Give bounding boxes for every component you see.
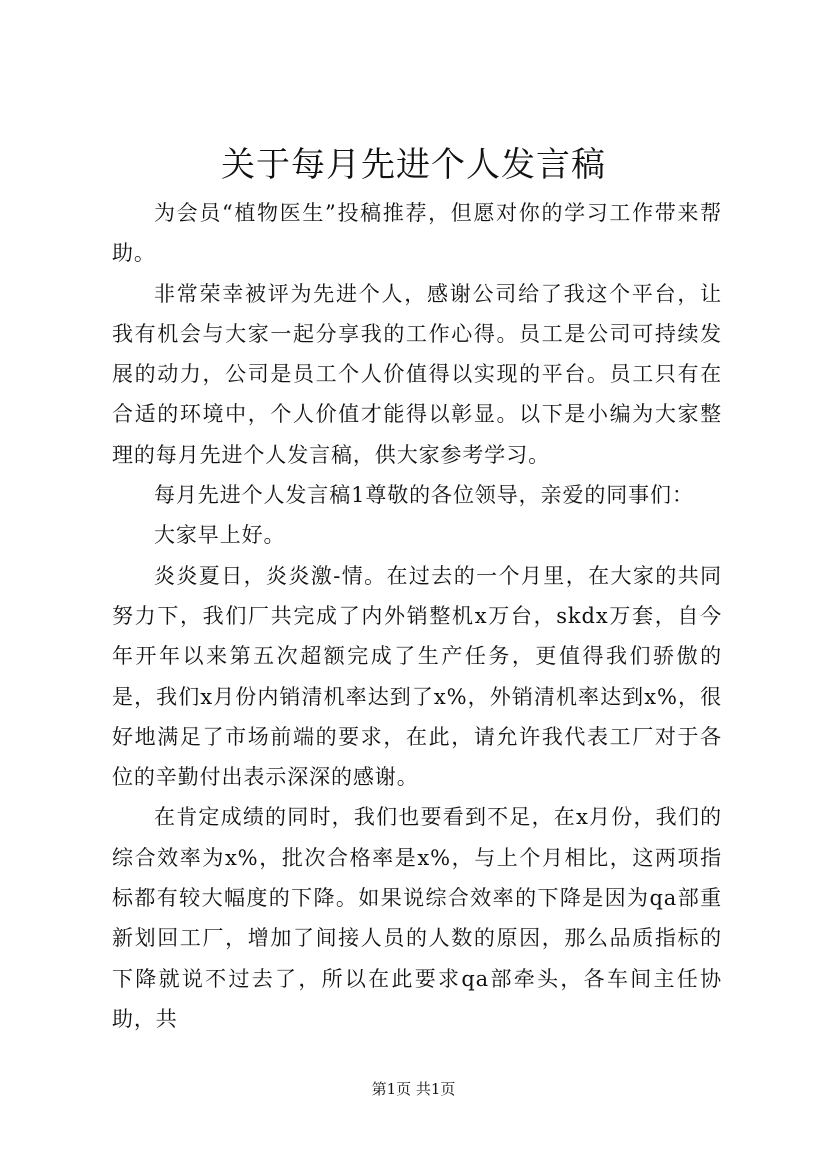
document-title: 关于每月先进个人发言稿 — [221, 145, 606, 185]
paragraph-intro: 为会员“植物医生”投稿推荐，但愿对你的学习工作带来帮助。 — [112, 201, 722, 266]
paragraph-shortcomings: 在肯定成绩的同时，我们也要看到不足，在x月份，我们的综合效率为x%，批次合格率是x%，与上个月相比，这两项指标都有较大幅度的下降。如果说综合效率的下降是因为qa部重新划回工厂，增加了间接人员的人数的原因，那么品质指标的下降就说不过去了，所以在此要求qa部牵头，各车间主任协助，共 — [112, 805, 722, 1031]
paragraph-opening: 非常荣幸被评为先进个人，感谢公司给了我这个平台，让我有机会与大家一起分享我的工作心得。员工是公司可持续发展的动力，公司是员工个人价值得以实现的平台。员工只有在合适的环境中，个人价值才能得以彰显。以下是小编为大家整理的每月先进个人发言稿，供大家参考学习。 — [112, 281, 722, 467]
document-body — [112, 193, 722, 1039]
page-footer: 第1页 共1页 — [371, 1080, 456, 1098]
paragraph-achievements: 炎炎夏日，炎炎激-情。在过去的一个月里，在大家的共同努力下，我们厂共完成了内外销整机x万台，skdx万套，自今年开年以来第五次超额完成了生产任务，更值得我们骄傲的是，我们x月份内销清机率达到了x%，外销清机率达到x%，很好地满足了市场前端的要求，在此，请允许我代表工厂对于各位的辛勤付出表示深深的感谢。 — [112, 563, 722, 790]
paragraph-salutation: 每月先进个人发言稿1尊敬的各位领导，亲爱的同事们： — [154, 483, 694, 508]
paragraph-greeting: 大家早上好。 — [154, 523, 286, 548]
